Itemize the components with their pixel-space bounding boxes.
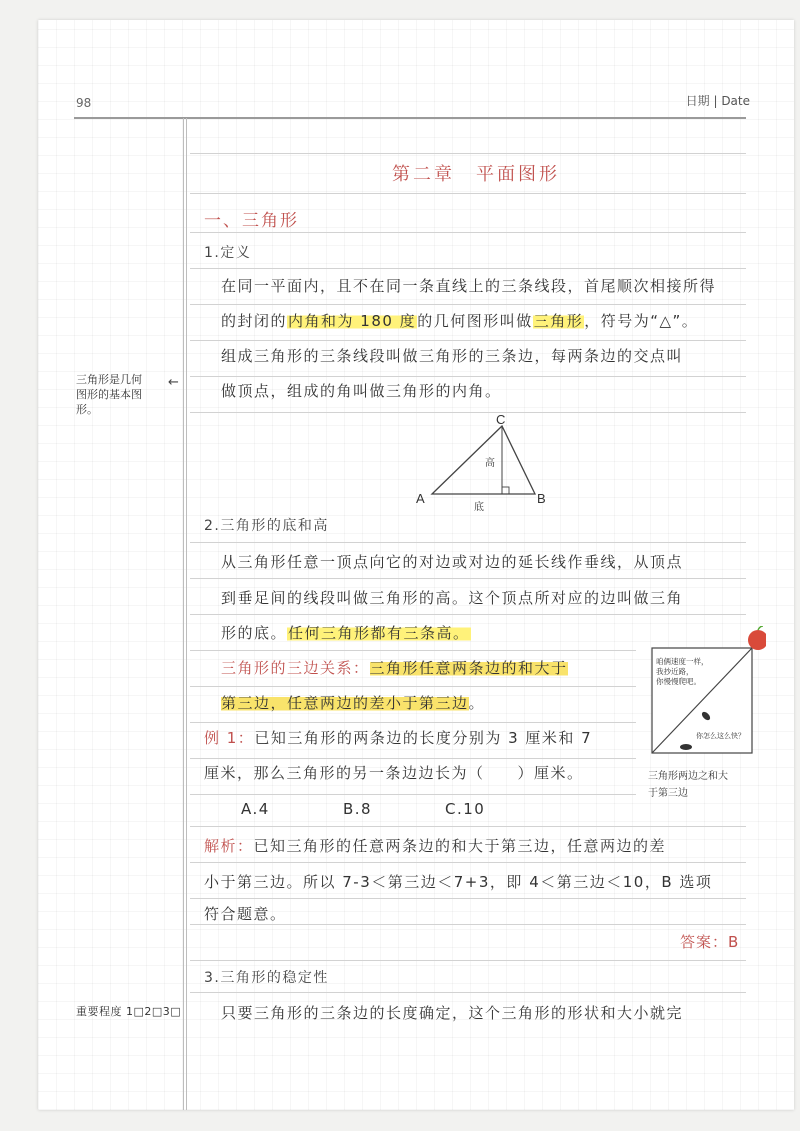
ruled-line	[190, 686, 636, 687]
ruled-line	[190, 614, 746, 615]
arrow-left-icon: ←	[168, 375, 179, 390]
ruled-line	[190, 232, 746, 233]
ruled-line	[190, 862, 746, 863]
margin-note-line: 图形的基本图	[76, 388, 142, 401]
ruled-line	[190, 924, 746, 925]
subsection-title-stability: 3.三角形的稳定性	[204, 970, 329, 986]
text-run: 的封闭的	[221, 312, 288, 330]
importance-rating: 重要程度 1□2□3□	[76, 1005, 182, 1018]
ruled-line	[190, 650, 636, 651]
side-relation-label: 三角形的三边关系：	[221, 659, 370, 677]
ruled-line	[190, 794, 636, 795]
example-label: 例 1：	[204, 729, 255, 747]
triangle-figure	[410, 412, 560, 514]
header-rule	[74, 117, 746, 119]
apple-stem-icon	[758, 626, 763, 630]
definition-line: 组成三角形的三条线段叫做三角形的三条边，每两条边的交点叫	[221, 347, 684, 365]
subsection-title-definition: 1.定义	[204, 245, 252, 261]
text-run: 已知三角形的两条边的长度分别为 3 厘米和 7	[254, 729, 593, 747]
solution-label: 解析：	[204, 837, 254, 855]
section-title: 一、三角形	[204, 211, 299, 231]
margin-note-line: 形。	[76, 403, 98, 416]
solution-line: 小于第三边。所以 7-3＜第三边＜7+3，即 4＜第三边＜10，B 选项	[204, 873, 713, 891]
ruled-line	[190, 376, 746, 377]
ruled-line	[190, 578, 746, 579]
example-line	[204, 728, 592, 748]
caption-line: 于第三边	[648, 788, 688, 799]
text-run: 已知三角形的任意两条边的和大于第三边，任意两边的差	[253, 837, 667, 855]
definition-line	[221, 311, 698, 331]
highlight-angle-sum: 内角和为 180 度	[288, 312, 417, 330]
highlight-side-relation: 三角形任意两条边的和大于	[369, 659, 568, 677]
paragraph-line: 从三角形任意一顶点向它的对边或对边的延长线作垂线，从顶点	[221, 553, 684, 571]
highlight-three-heights: 任何三角形都有三条高。	[288, 624, 470, 642]
margin-line	[183, 118, 184, 1110]
definition-line: 做顶点，组成的角叫做三角形的内角。	[221, 382, 502, 400]
ant-shortcut-cartoon	[646, 626, 766, 756]
vertex-c-label: C	[496, 412, 506, 427]
side-relation-line	[221, 658, 568, 678]
ruled-line	[190, 826, 746, 827]
solution-line: 符合题意。	[204, 905, 287, 923]
cartoon-caption	[648, 768, 728, 802]
definition-line: 在同一平面内，且不在同一条直线上的三条线段，首尾顺次相接所得	[221, 277, 717, 295]
highlight-side-relation: 第三边，任意两边的差小于第三边	[221, 694, 469, 712]
chapter-title: 第二章 平面图形	[392, 164, 560, 185]
highlight-triangle: 三角形	[533, 312, 584, 330]
cartoon-bubble-line: 你慢慢爬吧。	[656, 677, 701, 686]
subsection-title-base-height: 2.三角形的底和高	[204, 518, 329, 534]
ruled-line	[190, 960, 746, 961]
cartoon-bubble-line: 你怎么这么快？	[696, 732, 745, 740]
answer-text: 答案：B	[680, 933, 740, 951]
solution-line	[204, 836, 666, 856]
ruled-line	[190, 340, 746, 341]
cartoon-bubble-line: 我抄近路，	[656, 667, 694, 676]
date-label: 日期 | Date	[685, 94, 750, 108]
base-label: 底	[474, 502, 484, 513]
page-number: 98	[76, 96, 92, 110]
ruled-line	[190, 542, 746, 543]
side-relation-line	[221, 693, 485, 713]
ruled-line	[190, 992, 746, 993]
right-angle-mark	[502, 487, 509, 494]
margin-note	[76, 372, 142, 417]
ruled-line	[190, 153, 746, 154]
text-run: ，符号为“△”。	[584, 312, 699, 330]
paragraph-line: 只要三角形的三条边的长度确定，这个三角形的形状和大小就完	[221, 1004, 684, 1022]
example-option: B.8	[343, 800, 373, 818]
example-option: C.10	[445, 800, 486, 818]
margin-line	[186, 118, 187, 1110]
paragraph-line: 到垂足间的线段叫做三角形的高。这个顶点所对应的边叫做三角	[221, 589, 684, 607]
margin-note-line: 三角形是几何	[76, 373, 142, 386]
ant-icon	[680, 744, 692, 750]
ruled-line	[190, 304, 746, 305]
ruled-line	[190, 722, 636, 723]
text-run: 。	[468, 694, 486, 712]
text-run: 形的底。	[221, 624, 288, 642]
example-line: 厘米，那么三角形的另一条边边长为（ ）厘米。	[204, 764, 584, 782]
paragraph-line	[221, 623, 471, 643]
ruled-line	[190, 193, 746, 194]
text-run: 的几何图形叫做	[417, 312, 533, 330]
vertex-a-label: A	[416, 491, 425, 506]
height-label: 高	[485, 458, 495, 469]
triangle-shape	[432, 426, 535, 494]
cartoon-bubble-line: 咱俩速度一样，	[656, 657, 709, 666]
vertex-b-label: B	[537, 491, 546, 506]
ruled-line	[190, 758, 636, 759]
caption-line: 三角形两边之和大	[648, 771, 728, 782]
ruled-line	[190, 268, 746, 269]
example-option: A.4	[241, 800, 270, 818]
ruled-line	[190, 898, 746, 899]
apple-icon	[748, 630, 766, 650]
